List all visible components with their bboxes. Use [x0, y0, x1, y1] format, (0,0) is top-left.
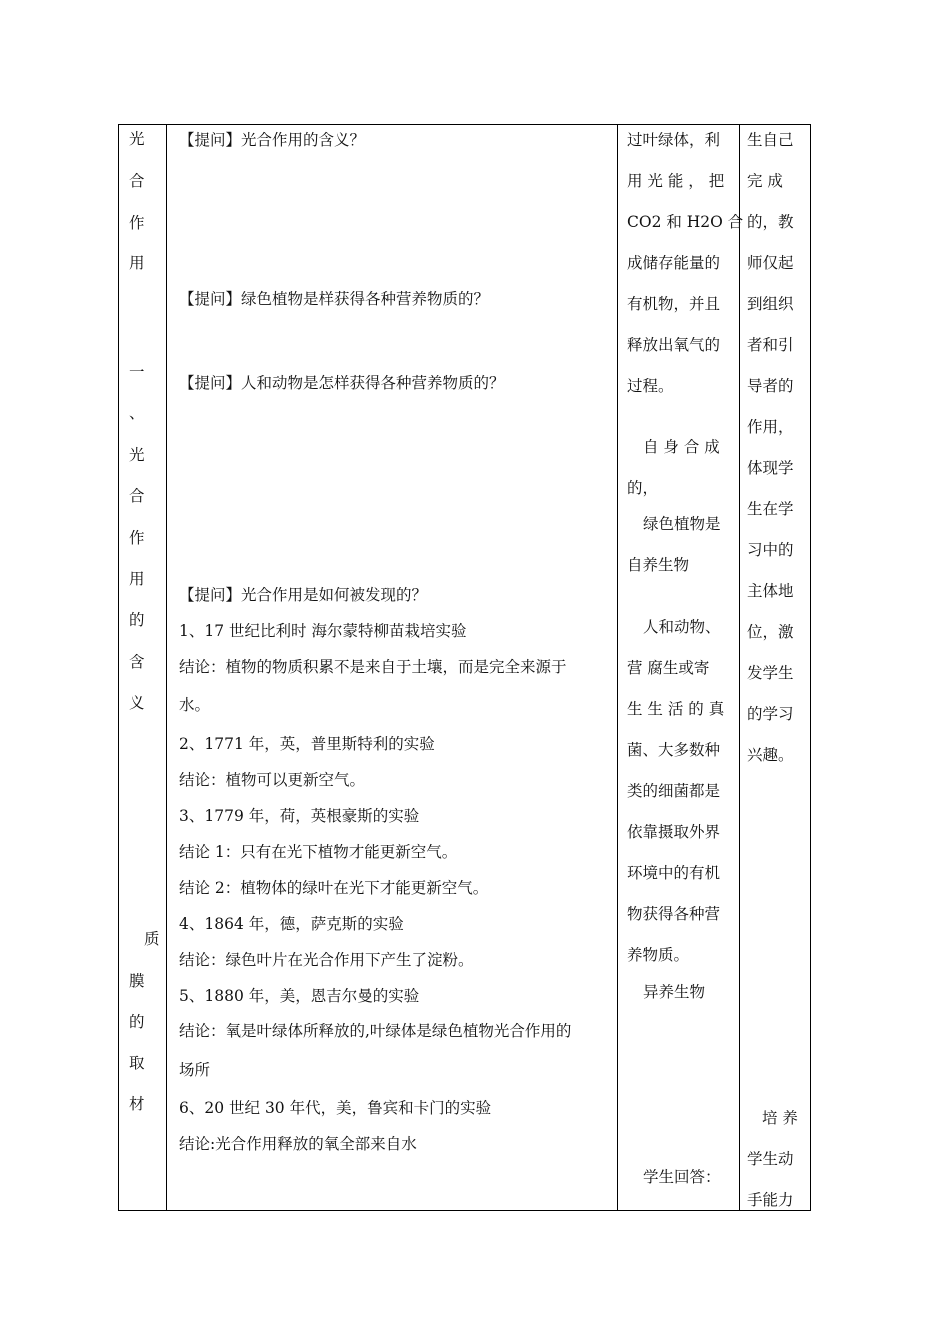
intent-line: 生在学	[747, 500, 794, 518]
topic-char: 合	[129, 487, 145, 505]
intent-line: 习中的	[747, 541, 794, 559]
column-divider	[617, 125, 618, 1210]
answer-line: 营 腐生或寄	[627, 659, 710, 677]
answer-line: 菌、大多数种	[627, 741, 721, 759]
content-line: 水。	[179, 696, 211, 714]
topic-char: 作	[129, 529, 145, 547]
topic-char: 取	[129, 1054, 145, 1072]
content-line: 结论：氧是叶绿体所释放的,叶绿体是绿色植物光合作用的	[179, 1022, 572, 1040]
topic-char: 、	[129, 404, 145, 422]
answer-line: 用 光 能 ， 把	[627, 172, 725, 190]
answer-line: 自 身 合 成	[643, 438, 720, 456]
topic-char: 用	[129, 254, 145, 272]
question-4: 【提问】光合作用是如何被发现的？	[179, 586, 428, 604]
intent-line: 完 成	[747, 172, 783, 190]
content-line: 1、17 世纪比利时 海尔蒙特柳苗栽培实验	[179, 622, 467, 640]
answer-line: 自养生物	[627, 556, 690, 574]
answer-line: 人和动物、	[643, 618, 721, 636]
answer-line: 绿色植物是	[643, 515, 721, 533]
answer-line: 类的细菌都是	[627, 782, 721, 800]
content-line: 场所	[179, 1061, 211, 1079]
topic-char: 义	[129, 694, 145, 712]
answer-line: 过程。	[627, 377, 674, 395]
topic-char: 合	[129, 172, 145, 190]
intent-line: 发学生	[747, 664, 794, 682]
topic-char: 光	[129, 130, 145, 148]
answer-line: 过叶绿体，利	[627, 131, 721, 149]
topic-char: 质	[144, 930, 160, 948]
answer-line: CO2 和 H2O 合	[627, 213, 744, 231]
topic-char: 的	[129, 611, 145, 629]
intent-line: 到组织	[747, 295, 794, 313]
answer-line: 养物质。	[627, 946, 690, 964]
lesson-table	[118, 124, 811, 1211]
intent-line: 培 养	[762, 1109, 798, 1127]
intent-line: 手能力	[747, 1191, 794, 1209]
content-column	[167, 125, 617, 1210]
intent-line: 的，教	[747, 213, 794, 231]
question-3: 【提问】人和动物是怎样获得各种营养物质的？	[179, 374, 505, 392]
content-line: 6、20 世纪 30 年代，美，鲁宾和卡门的实验	[179, 1099, 492, 1117]
topic-char: 材	[129, 1095, 145, 1113]
intent-line: 体现学	[747, 459, 794, 477]
content-line: 结论 2：植物体的绿叶在光下才能更新空气。	[179, 879, 489, 897]
question-2: 【提问】绿色植物是样获得各种营养物质的？	[179, 290, 490, 308]
intent-line: 生自己	[747, 131, 794, 149]
intent-line: 位，激	[747, 623, 794, 641]
topic-char: 一	[129, 363, 145, 381]
intent-line: 者和引	[747, 336, 794, 354]
answer-line: 依靠摄取外界	[627, 823, 721, 841]
content-line: 结论 1：只有在光下植物才能更新空气。	[179, 843, 458, 861]
content-line: 结论：植物可以更新空气。	[179, 771, 366, 789]
answer-line: 成储存能量的	[627, 254, 721, 272]
answer-line: 环境中的有机	[627, 864, 721, 882]
answer-line: 生 生 活 的 真	[627, 700, 725, 718]
topic-char: 含	[129, 653, 145, 671]
intent-line: 学生动	[747, 1150, 794, 1168]
intent-line: 导者的	[747, 377, 794, 395]
content-line: 2、1771 年，英，普里斯特利的实验	[179, 735, 435, 753]
content-line: 结论：植物的物质积累不是来自于土壤，而是完全来源于	[179, 658, 567, 676]
question-1: 【提问】光合作用的含义？	[179, 131, 366, 149]
content-line: 5、1880 年，美，恩吉尔曼的实验	[179, 987, 420, 1005]
answer-line: 异养生物	[643, 983, 706, 1001]
intent-line: 师仅起	[747, 254, 794, 272]
topic-char: 用	[129, 570, 145, 588]
answer-line: 物获得各种营	[627, 905, 721, 923]
content-line: 4、1864 年，德，萨克斯的实验	[179, 915, 404, 933]
intent-line: 作用，	[747, 418, 794, 436]
answer-line: 有机物，并且	[627, 295, 721, 313]
intent-line: 兴趣。	[747, 746, 794, 764]
content-line: 结论:光合作用释放的氧全部来自水	[179, 1135, 417, 1153]
content-line: 结论：绿色叶片在光合作用下产生了淀粉。	[179, 951, 474, 969]
intent-line: 主体地	[747, 582, 794, 600]
intent-line: 的学习	[747, 705, 794, 723]
content-line: 3、1779 年，荷，英根豪斯的实验	[179, 807, 420, 825]
topic-char: 膜	[129, 972, 145, 990]
topic-char: 的	[129, 1013, 145, 1031]
topic-char: 光	[129, 446, 145, 464]
answer-line: 释放出氧气的	[627, 336, 721, 354]
answer-line: 的，	[627, 479, 659, 497]
column-divider	[739, 125, 740, 1210]
topic-char: 作	[129, 214, 145, 232]
answer-line: 学生回答：	[643, 1168, 721, 1186]
